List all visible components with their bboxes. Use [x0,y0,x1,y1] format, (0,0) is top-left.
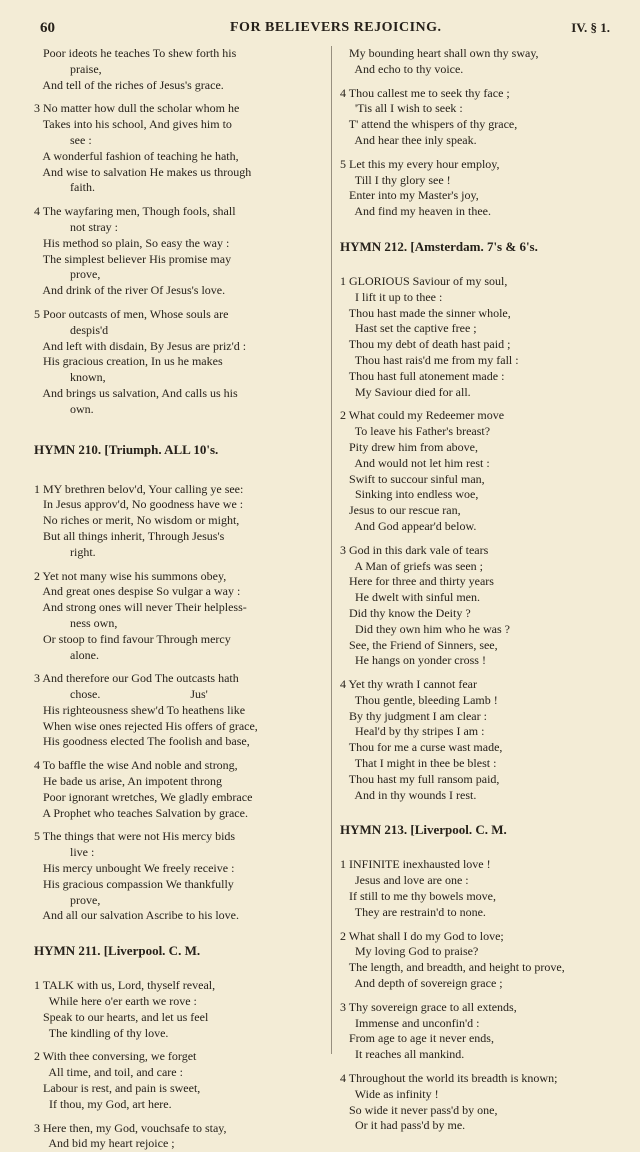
verse-line: prove, [34,892,101,907]
verse-line: 4 The wayfaring men, Though fools, shall [34,204,236,219]
verse-block [340,408,618,534]
verse-block [34,46,326,93]
verse-line: He dwelt with sinful men. [340,590,480,605]
verse-line: T' attend the whispers of thy grace, [340,117,518,132]
verse-line: Thou hast rais'd me from my fall : [340,352,519,367]
verse-block [340,1071,618,1134]
column-divider [331,46,332,1054]
verse-line: Heal'd by thy stripes I am : [340,724,485,739]
verse-line: Till I thy glory see ! [340,172,451,187]
verse-line: 3 God in this dark vale of tears [340,542,489,557]
verse-line: And in thy wounds I rest. [340,787,477,802]
verse-line: Poor ignorant wretches, We gladly embrace [34,789,253,804]
verse-line: Thou my debt of death hast paid ; [340,337,511,352]
verse-line: And echo to thy voice. [340,61,464,76]
verse-block [34,204,326,299]
verse-line: Pity drew him from above, [340,439,478,454]
hymn-213-title: HYMN 213. [Liverpool. C. M. [340,822,507,838]
verse-line: His righteousness shew'd To heathens like [34,702,246,717]
verse-line: Takes into his school, And gives him to [34,117,232,132]
verse-line: 2 What could my Redeemer move [340,408,505,423]
verse-line: Did they own him who he was ? [340,621,510,636]
verse-block [34,1121,326,1152]
verse-line: To leave his Father's breast? [340,424,491,439]
verse-line: Thou gentle, bleeding Lamb ! [340,692,498,707]
verse-line: 5 The things that were not His mercy bids [34,829,236,844]
verse-line: Swift to succour sinful man, [340,471,485,486]
verse-line: Jesus to our rescue ran, [340,503,461,518]
verse-line: see : [34,132,92,147]
verse-line: faith. [34,180,95,195]
verse-line: 1 GLORIOUS Saviour of my soul, [340,273,508,288]
verse-line: 2 With thee conversing, we forget [34,1049,197,1064]
verse-block [340,1000,618,1063]
verse-block [34,1049,326,1112]
verse-block [34,829,326,924]
verse-line: A wonderful fashion of teaching he hath, [34,148,239,163]
verse-line: The kindling of thy love. [34,1025,169,1040]
verse-line: He bade us arise, An impotent throng [34,774,222,789]
verse-line: That I might in thee be blest : [340,756,497,771]
verse-line: 1 INFINITE inexhausted love ! [340,857,491,872]
verse-line: In Jesus approv'd, No goodness have we : [34,497,244,512]
verse-line: 3 Thy sovereign grace to all extends, [340,999,517,1014]
verse-line: Thou hast my full ransom paid, [340,771,500,786]
verse-block [340,543,618,669]
verse-line: alone. [34,647,99,662]
verse-line: Hast set the captive free ; [340,321,477,336]
section-marker: IV. § 1. [571,20,610,35]
verse-line: prove, [34,267,101,282]
verse-line: 4 Thou callest me to seek thy face ; [340,85,510,100]
verse-line: If thou, my God, art here. [34,1096,172,1111]
verse-line: But all things inherit, Through Jesus's [34,528,225,543]
verse-line: known, [34,370,106,385]
verse-line: My loving God to praise? [340,944,479,959]
verse-line: Here for three and thirty years [340,574,494,589]
verse-line: Labour is rest, and pain is sweet, [34,1081,201,1096]
running-title: FOR BELIEVERS REJOICING. [230,20,442,35]
verse-line: 3 No matter how dull the scholar whom he [34,101,240,116]
verse-line: All time, and toil, and care : [34,1065,183,1080]
verse-line: His goodness elected The foolish and base, [34,734,250,749]
verse-line: When wise ones rejected His offers of grace, [34,718,258,733]
verse-block [340,857,618,920]
verse-block [340,46,618,78]
verse-line: Jesus and love are one : [340,873,469,888]
verse-line: They are restrain'd to none. [340,904,486,919]
verse-line: Or stoop to find favour Through mercy [34,631,231,646]
verse-line: He hangs on yonder cross ! [340,653,486,668]
hymn-211-title: HYMN 211. [Liverpool. C. M. [34,943,201,959]
verse-line: 5 Let this my every hour employ, [340,156,500,171]
verse-line: So wide it never pass'd by one, [340,1102,498,1117]
verse-block [340,274,618,400]
verse-line: 1 TALK with us, Lord, thyself reveal, [34,978,216,993]
verse-line: own. [34,401,94,416]
verse-line: And tell of the riches of Jesus's grace. [34,77,224,92]
verse-line: While here o'er earth we rove : [34,994,197,1009]
verse-line: And great ones despise So vulgar a way : [34,584,241,599]
verse-line: From age to age it never ends, [340,1031,494,1046]
verse-line: 5 Poor outcasts of men, Whose souls are [34,306,229,321]
verse-line: My Saviour died for all. [340,384,471,399]
verse-line: 'Tis all I wish to seek : [340,101,463,116]
verse-line: 3 And therefore our God The outcasts hath [34,671,239,686]
verse-line: 4 Throughout the world its breadth is known; [340,1071,558,1086]
verse-line: No riches or merit, No wisdom or might, [34,513,240,528]
verse-line: Thou for me a curse wast made, [340,740,503,755]
verse-line: live : [34,845,95,860]
verse-line: A Man of griefs was seen ; [340,558,483,573]
verse-line: Sinking into endless woe, [340,487,479,502]
verse-line: right. [34,544,96,559]
verse-block [34,101,326,196]
verse-line: Wide as infinity ! [340,1086,439,1101]
verse-block [34,758,326,821]
verse-line: praise, [34,61,102,76]
verse-line: 1 MY brethren belov'd, Your calling ye see: [34,481,244,496]
verse-line: And God appear'd below. [340,518,477,533]
verse-line: If still to me thy bowels move, [340,889,496,904]
hymn-210-title: HYMN 210. [Triumph. ALL 10's. [34,441,219,457]
verse-line: 2 What shall I do my God to love; [340,928,504,943]
verse-line: The length, and breadth, and height to prove, [340,960,565,975]
verse-line: despis'd [34,322,109,337]
page-header [40,20,610,42]
left-column [34,46,326,1152]
verse-block [34,978,326,1041]
verse-line: And drink of the river Of Jesus's love. [34,283,226,298]
verse-line: His gracious compassion We thankfully [34,876,234,891]
verse-line: chose. Jus' [34,687,208,702]
verse-line: By thy judgment I am clear : [340,708,487,723]
verse-block [340,677,618,803]
page-number: 60 [40,20,55,36]
verse-line: The simplest believer His promise may [34,251,232,266]
verse-line: Thou hast full atonement made : [340,368,505,383]
verse-line: Or it had pass'd by me. [340,1118,466,1133]
verse-line: My bounding heart shall own thy sway, [340,46,539,60]
verse-line: 4 Yet thy wrath I cannot fear [340,677,477,692]
right-column [340,46,618,1134]
verse-line: Thou hast made the sinner whole, [340,305,511,320]
verse-line: And brings us salvation, And calls us his [34,385,238,400]
verse-line: 3 Here then, my God, vouchsafe to stay, [34,1120,227,1135]
verse-block [34,569,326,664]
verse-line: His gracious creation, In us he makes [34,354,223,369]
verse-line: I lift it up to thee : [340,289,443,304]
verse-line: Immense and unconfin'd : [340,1015,480,1030]
hymn-212-title: HYMN 212. [Amsterdam. 7's & 6's. [340,238,538,254]
verse-line: His method so plain, So easy the way : [34,235,230,250]
verse-block [340,86,618,149]
verse-line: Poor ideots he teaches To shew forth his [34,46,237,60]
verse-line: A Prophet who teaches Salvation by grace. [34,805,248,820]
verse-line: And find my heaven in thee. [340,204,491,219]
verse-line: And wise to salvation He makes us through [34,164,252,179]
verse-line: And hear thee inly speak. [340,132,477,147]
verse-line: And left with disdain, By Jesus are priz'd : [34,338,247,353]
verse-block [34,307,326,418]
verse-block [340,157,618,220]
verse-block [34,482,326,561]
verse-line: not stray : [34,219,118,234]
verse-line: His mercy unbought We freely receive : [34,861,235,876]
verse-block [340,929,618,992]
verse-line: And bid my heart rejoice ; [34,1136,175,1151]
verse-line: 2 Yet not many wise his summons obey, [34,568,227,583]
verse-line: And strong ones will never Their helpless- [34,600,247,615]
verse-line: And would not let him rest : [340,455,490,470]
verse-line: And depth of sovereign grace ; [340,976,503,991]
verse-line: Speak to our hearts, and let us feel [34,1009,209,1024]
verse-line: Enter into my Master's joy, [340,188,479,203]
verse-line: It reaches all mankind. [340,1047,465,1062]
verse-line: 4 To baffle the wise And noble and strong, [34,758,238,773]
verse-line: Did thy know the Deity ? [340,605,471,620]
verse-block [34,671,326,750]
verse-line: See, the Friend of Sinners, see, [340,637,498,652]
verse-line: And all our salvation Ascribe to his love. [34,908,239,923]
verse-line: ness own, [34,615,118,630]
